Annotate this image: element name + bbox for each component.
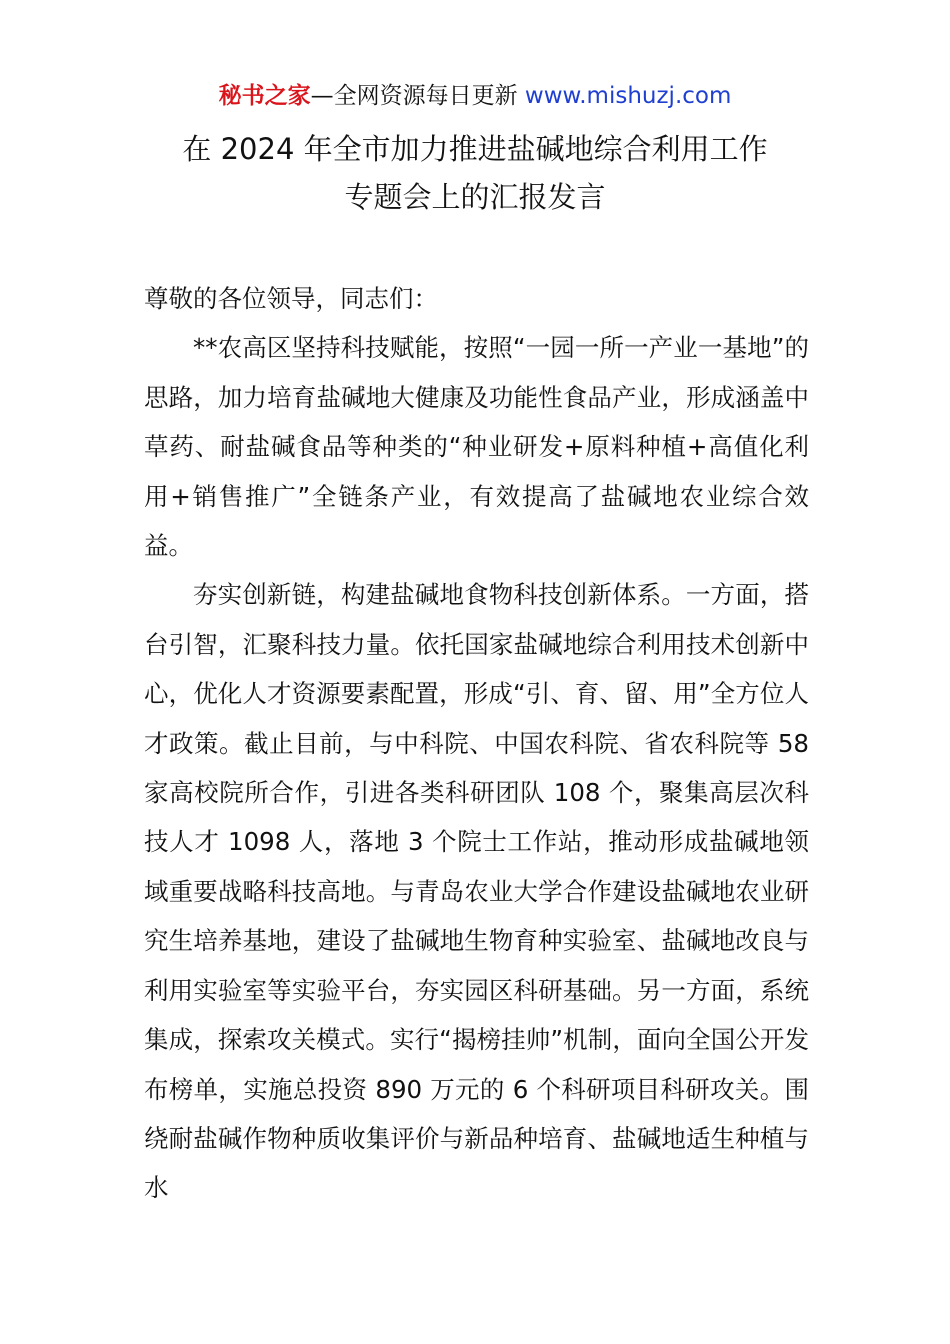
title-line-1: 在 2024 年全市加力推进盐碱地综合利用工作 [182,132,768,166]
paragraph-intro: **农高区坚持科技赋能，按照“一园一所一产业一基地”的思路，加力培育盐碱地大健康及功能性食品产业，形成涵盖中草药、耐盐碱食品等种类的“种业研发+原料种植+高值化利用+销售推广”全链条产业，有效提高了盐碱地农业综合效益。 [144,333,809,561]
site-header [0,80,950,112]
header-tagline: —全网资源每日更新 [310,83,518,109]
document-title [0,125,950,221]
brand-name: 秘书之家 [218,83,311,109]
salutation: 尊敬的各位领导，同志们： [144,284,438,313]
document-body [144,274,809,1213]
title-line-2: 专题会上的汇报发言 [344,180,606,214]
paragraph-innovation-chain: 夯实创新链，构建盐碱地食物科技创新体系。一方面，搭台引智，汇聚科技力量。依托国家盐碱地综合利用技术创新中心，优化人才资源要素配置，形成“引、育、留、用”全方位人才政策。截止目前，与中科院、中国农科院、省农科院等 58 家高校院所合作，引进各类科研团队 108 个，聚集高层次科技人才 1098 人，落地 3 个院士工作站，推动形成盐碱地领域重要战略科技高地。与青岛农业大学合作建设盐碱地农业研究生培养基地，建设了盐碱地生物育种实验室、盐碱地改良与利用实验室等实验平台，夯实园区科研基础。另一方面，系统集成，探索攻关模式。实行“揭榜挂帅”机制，面向全国公开发布榜单，实施总投资 890 万元的 6 个科研项目科研攻关。围绕耐盐碱作物种质收集评价与新品种培育、盐碱地适生种植与水 [144,580,809,1203]
site-url-link[interactable]: www.mishuzj.com [524,83,732,109]
